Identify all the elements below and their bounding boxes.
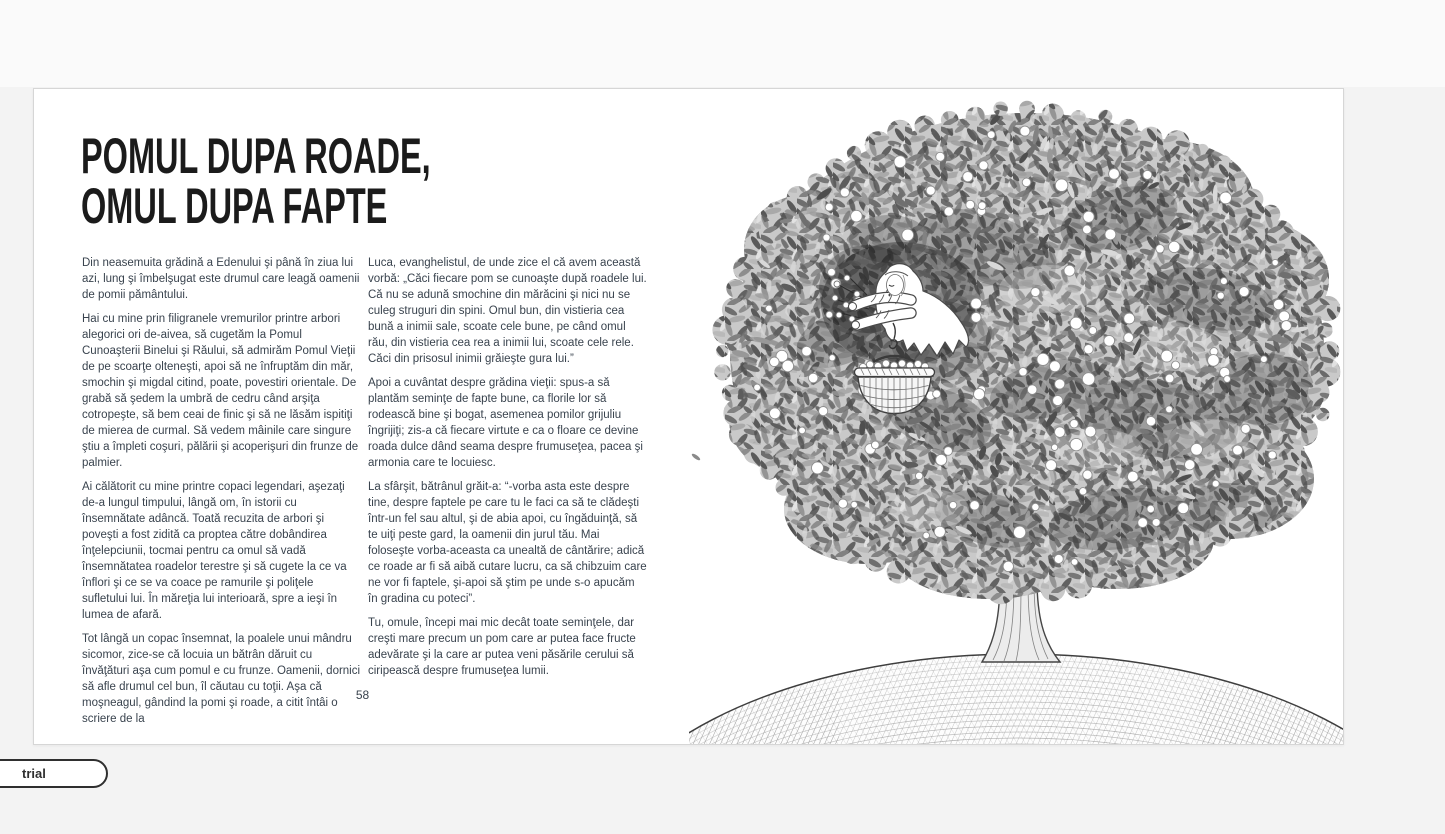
tree-canopy xyxy=(689,89,1343,619)
paragraph: Hai cu mine prin filigranele vremurilor printre arbori alegorici ori de-aivea, să cugetăm la Pomul Cunoaşterii Binelui şi Răului, să admirăm Pomul Vieţii de pe scoarţe olteneşti, apoi să ne înfruptăm din măr, smochin şi migdal citind, poate, povestiri orientale. De grabă să şedem la umbră de cedru când arşiţa cotropeşte, să bem ceai de finic şi să ne lăsăm ispitiţi de mierea de curmal. Să vedem mâinile care singure ştiu a împleti coşuri, pălării şi acoperişuri din frunze de palmier. xyxy=(82,313,359,469)
fruit-tree-drawing xyxy=(689,89,1343,744)
background-top-strip xyxy=(0,0,1445,87)
text-column-left xyxy=(82,255,361,735)
text-column-right xyxy=(368,255,647,687)
paragraph: Tot lângă un copac însemnat, la poalele unui mândru sicomor, zice-se că locuia un bătrân dăruit cu învăţături aşa cum pomul e cu frunze. Oamenii, dornici să afle drumul cel bun, îl căutau cu toţii. Aşa că moşneagul, gândind la pomi şi roade, a citit întâi o scriere de la xyxy=(82,633,361,725)
paragraph: Apoi a cuvântat despre grădina vieţii: spus-a să plantăm seminţe de fapte bune, ca florile lor să rodească bine şi bogat, asemenea pomilor grijuliu îngrijiţi; zis-a că fiecare virtute e ca o floare ce devine roada dulce dând seama despre frumuseţea, pacea şi armonia care te locuiesc. xyxy=(368,377,643,469)
page-title-line1: POMUL DUPA ROADE, xyxy=(81,128,431,184)
paragraph: Ai călătorit cu mine printre copaci legendari, aşezaţi de-a lungul timpului, lângă om, în istorii cu însemnătate adâncă. Toată recuzita de arbori şi poveşti a fost zidită ca proptea către dobândirea înţelepciunii, tocmai pentru ca omul să vadă însemnătatea roadelor terestre şi să cugete la ce va înflori şi ce se va coace pe ramurile şi poliţele sufletului lui. În măreţia lui interioară, spre a ieşi în lumea de afară. xyxy=(82,481,347,621)
tree-illustration xyxy=(689,89,1343,744)
book-spread-page xyxy=(33,88,1344,745)
page-number: 58 xyxy=(355,688,370,702)
page-title-line2: OMUL DUPA FAPTE xyxy=(81,178,388,234)
paragraph: Din neasemuita grădină a Edenului şi până în ziua lui azi, lung şi îmbelşugat este drumul care leagă oamenii de pomii pământului. xyxy=(82,257,360,301)
paragraph: Tu, omule, începi mai mic decât toate seminţele, dar creşti mare precum un pom care ar putea face fructe adevărate şi la care ar putea veni păsările cerului să ciripească despre frumuseţea lumii. xyxy=(368,617,636,677)
paragraph: Luca, evanghelistul, de unde zice el că avem această vorbă: „Căci fiecare pom se cunoaşte după roadele lui. Că nu se adună smochine din mărăcini şi nici nu se culeg struguri din spini. Omul bun, din vistieria cea bună a inimii sale, scoate cele bune, pe când omul rău, din vistieria cea rea a inimii lui, scoate cele rele. Căci din prisosul inimii grăieşte gura lui.” xyxy=(368,257,647,365)
paragraph: La sfârşit, bătrânul grăit-a: “-vorba asta este despre tine, despre faptele pe care tu le faci ca să te clădeşti într-un fel sau altul, şi de abia apoi, cu îngăduinţă, să te uiţi peste gard, la oamenii din jurul tău. Mai foloseşte vorba-aceasta ca unealtă de cântărire; adică ce roade ar fi să aibă cutare lucru, ca să chibzuim care ne vor fi faptele, şi-apoi să ştim pe unde s-o apucăm în gradina cu poteci”. xyxy=(368,481,647,605)
trial-button-label: trial xyxy=(22,766,46,781)
trial-button[interactable] xyxy=(0,759,108,788)
page-title xyxy=(81,128,619,234)
